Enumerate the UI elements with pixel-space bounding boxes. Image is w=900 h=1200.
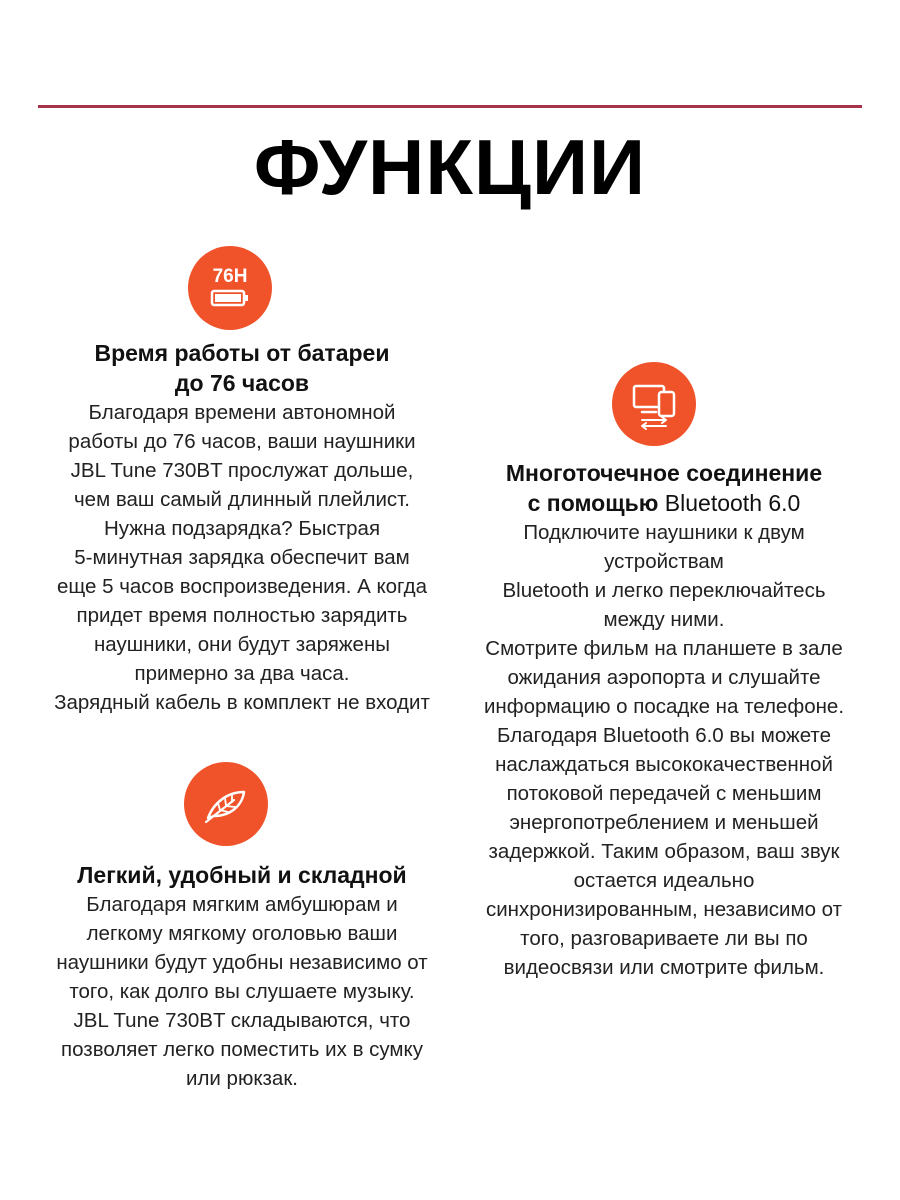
multipoint-body-line: между ними. xyxy=(603,608,725,631)
lightweight-body-line: легкому мягкому оголовью ваши xyxy=(86,922,398,945)
battery-body-line: работы до 76 часов, ваши наушники xyxy=(68,430,416,453)
top-divider xyxy=(38,105,862,108)
multipoint-body-line: Благодаря Bluetooth 6.0 вы можете xyxy=(497,724,831,747)
multipoint-body-line: того, разговариваете ли вы по xyxy=(520,927,808,950)
lightweight-body-line: JBL Tune 730BT складываются, что xyxy=(73,1009,411,1032)
battery-body-line: 5-минутная зарядка обеспечит вам xyxy=(74,546,410,569)
multipoint-title-line: Многоточечное соединение xyxy=(505,460,823,486)
multipoint-body-line: ожидания аэропорта и слушайте xyxy=(507,666,821,689)
multipoint-title xyxy=(458,458,870,518)
battery-icon-label: 76H xyxy=(212,266,248,287)
battery-title-line: до 76 часов xyxy=(174,370,310,396)
multipoint-body xyxy=(458,518,870,982)
lightweight-section xyxy=(30,860,454,1093)
lightweight-title xyxy=(30,860,454,890)
lightweight-body-line: наушники будут удобны независимо от xyxy=(56,951,428,974)
battery-body-line: Зарядный кабель в комплект не входит xyxy=(54,691,430,714)
multipoint-body-line: задержкой. Таким образом, ваш звук xyxy=(488,840,840,863)
multipoint-body-line: наслаждаться высококачественной xyxy=(495,753,833,776)
multipoint-body-line: потоковой передачей с меньшим xyxy=(506,782,822,805)
battery-body xyxy=(30,398,454,717)
lightweight-title-line: Легкий, удобный и складной xyxy=(77,862,407,888)
multipoint-devices-icon xyxy=(612,362,696,446)
lightweight-body-line: позволяет легко поместить их в сумку xyxy=(61,1038,423,1061)
battery-body-line: придет время полностью зарядить xyxy=(76,604,408,627)
battery-76h-icon xyxy=(188,246,272,330)
multipoint-body-line: видеосвязи или смотрите фильм. xyxy=(503,956,825,979)
battery-title xyxy=(30,338,454,398)
lightweight-body-line: Благодаря мягким амбушюрам и xyxy=(86,893,398,916)
battery-body-line: примерно за два часа. xyxy=(134,662,350,685)
multipoint-title-light: Bluetooth 6.0 xyxy=(658,490,801,516)
multipoint-body-line: Смотрите фильм на планшете в зале xyxy=(485,637,843,660)
multipoint-body-line: остается идеально xyxy=(573,869,755,892)
multipoint-body-line: синхронизированным, независимо от xyxy=(485,898,843,921)
battery-body-line: чем ваш самый длинный плейлист. xyxy=(74,488,410,511)
battery-body-line: Нужна подзарядка? Быстрая xyxy=(103,517,381,540)
lightweight-body-line: или рюкзак. xyxy=(186,1067,298,1090)
multipoint-body-line: устройствам xyxy=(604,550,724,573)
multipoint-body-line: энергопотреблением и меньшей xyxy=(509,811,819,834)
battery-body-line: Благодаря времени автономной xyxy=(88,401,396,424)
multipoint-section xyxy=(458,458,870,982)
multipoint-body-line: Подключите наушники к двум xyxy=(523,521,805,544)
multipoint-body-line: Bluetooth и легко переключайтесь xyxy=(502,579,826,602)
page-title: ФУНКЦИИ xyxy=(253,123,647,211)
multipoint-body-line: информацию о посадке на телефоне. xyxy=(483,695,845,718)
battery-section xyxy=(30,338,454,717)
battery-body-line: наушники, они будут заряжены xyxy=(93,633,391,656)
multipoint-title-bold: с помощью xyxy=(527,490,659,516)
battery-body-line: JBL Tune 730BT прослужат дольше, xyxy=(70,459,414,482)
lightweight-body xyxy=(30,890,454,1093)
battery-title-line: Время работы от батареи xyxy=(94,340,390,366)
battery-body-line: еще 5 часов воспроизведения. А когда xyxy=(57,575,427,598)
feather-icon xyxy=(184,762,268,846)
multipoint-title-line xyxy=(458,488,870,518)
lightweight-body-line: того, как долго вы слушаете музыку. xyxy=(69,980,415,1003)
